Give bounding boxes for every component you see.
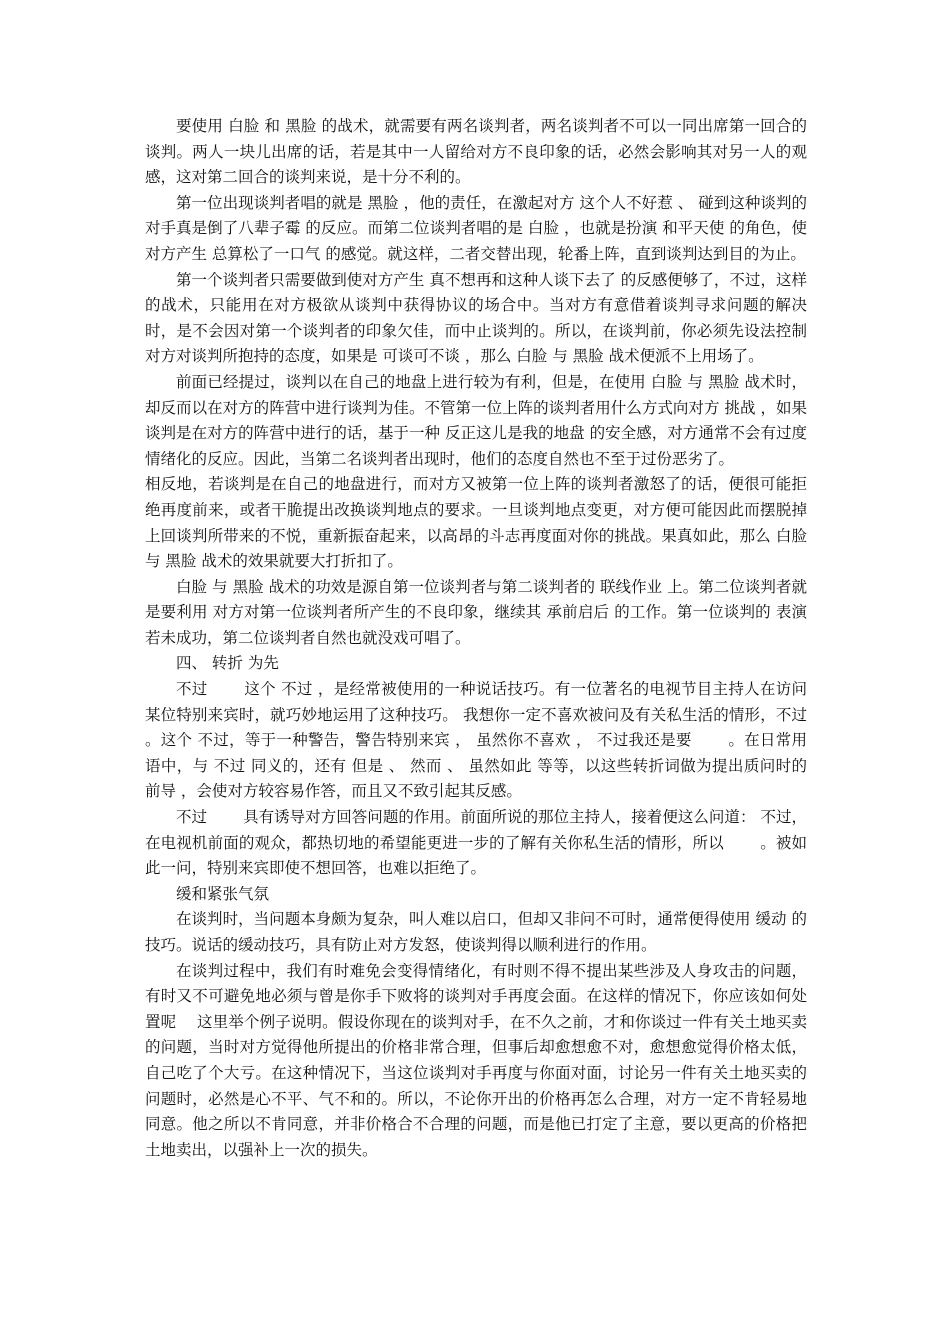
paragraph-9: 在谈判时，当问题本身颇为复杂，叫人难以启口，但却又非问不可时，通常便得使用 缓动 的技巧。说话的缓动技巧，具有防止对方发怒，使谈判得以顺利进行的作用。 bbox=[145, 910, 807, 954]
section-heading-turning: 四、 转折 为先 bbox=[176, 654, 279, 673]
paragraph-1: 要使用 白脸 和 黑脸 的战术，就需要有两名谈判者，两名谈判者不可以一同出席第一回合的谈判。两人一块儿出席的话，若是其中一人留给对方不良印象的话，必然会影响其对另一人的观感，这对第二回合的谈判来说，是十分不利的。 bbox=[145, 117, 807, 187]
paragraph-7: 不过 这个 不过 ，是经常被使用的一种说话技巧。有一位著名的电视节目主持人在访问某位特别来宾时，就巧妙地运用了这种技巧。 我想你一定不喜欢被问及有关私生活的情形，不过 。这个 不过，等于一种警告，警告特别来宾 ， 虽然你不喜欢 ， 不过我还是要 。在日常用语中，与 不过 同义的，还有 但是 、 然而 、 虽然如此 等等，以这些转折词做为提出质问时的 前导 ，会使对方较容易作答，而且又不致引起其反感。 bbox=[145, 680, 843, 801]
paragraph-2: 第一位出现谈判者唱的就是 黑脸 ，他的责任，在激起对方 这个人不好惹 、 碰到这种谈判的对手真是倒了八辈子霉 的反应。而第二位谈判者唱的是 白脸 ，也就是扮演 和平天使 的角色，使对方产生 总算松了一口气 的感觉。就这样，二者交替出现，轮番上阵，直到谈判达到目的为止。 bbox=[145, 193, 807, 263]
paragraph-3: 第一个谈判者只需要做到使对方产生 真不想再和这种人谈下去了 的反感便够了，不过，这样的战术，只能用在对方极欲从谈判中获得协议的场合中。当对方有意借着谈判寻求问题的解决时，是不会因对第一个谈判者的印象欠佳，而中止谈判的。所以，在谈判前，你必须先设法控制对方对谈判所抱持的态度，如果是 可谈可不谈 ，那么 白脸 与 黑脸 战术便派不上用场了。 bbox=[145, 270, 807, 366]
paragraph-8: 不过 具有诱导对方回答问题的作用。前面所说的那位主持人，接着便这么问道： 不过，在电视机前面的观众，都热切地的希望能更进一步的了解有关你私生活的情形，所以 。被如此一问，特别来宾即使不想回答，也难以拒绝了。 bbox=[145, 808, 807, 878]
paragraph-10: 在谈判过程中，我们有时难免会变得情绪化，有时则不得不提出某些涉及人身攻击的问题，有时又不可避免地必须与曾是你手下败将的谈判对手再度会面。在这样的情况下，你应该如何处置呢 这里举个例子说明。假设你现在的谈判对手，在不久之前，才和你谈过一件有关土地买卖的问题，当时对方觉得他所提出的价格非常合理，但事后却愈想愈不对，愈想愈觉得价格太低，自己吃了个大亏。在这种情况下，当这位谈判对手再度与你面对面，讨论另一件有关土地买卖的问题时，必然是心不平、气不和的。所以，不论你开出的价格再怎么合理，对方一定不肯轻易地同意。他之所以不肯同意，并非价格合不合理的问题，而是他已打定了主意，要以更高的价格把土地卖出，以强补上一次的损失。 bbox=[145, 961, 807, 1159]
section-heading-ease-tension: 缓和紧张气氛 bbox=[176, 884, 270, 903]
paragraph-6: 白脸 与 黑脸 战术的功效是源自第一位谈判者与第二谈判者的 联线作业 上。第二位谈判者就是要利用 对方对第一位谈判者所产生的不良印象，继续其 承前启后 的工作。第一位谈判的 表演 若未成功，第二位谈判者自然也就没戏可唱了。 bbox=[145, 577, 807, 647]
paragraph-5: 相反地，若谈判是在自己的地盘进行，而对方又被第一位上阵的谈判者激怒了的话，便很可能拒绝再度前来，或者干脆提出改换谈判地点的要求。一旦谈判地点变更，对方便可能因此而摆脱掉上回谈判所带来的不悦，重新振奋起来，以高昂的斗志再度面对你的挑战。果真如此，那么 白脸 与 黑脸 战术的效果就要大打折扣了。 bbox=[145, 475, 807, 571]
document-body bbox=[145, 114, 843, 1163]
paragraph-4: 前面已经提过，谈判以在自己的地盘上进行较为有利，但是，在使用 白脸 与 黑脸 战术时，却反而以在对方的阵营中进行谈判为佳。不管第一位上阵的谈判者用什么方式向对方 挑战 ，如果谈判是在对方的阵营中进行的话，基于一种 反正这儿是我的地盘 的安全感，对方通常不会有过度情绪化的反应。因此，当第二名谈判者出现时，他们的态度自然也不至于过份恶劣了。 bbox=[145, 372, 807, 468]
